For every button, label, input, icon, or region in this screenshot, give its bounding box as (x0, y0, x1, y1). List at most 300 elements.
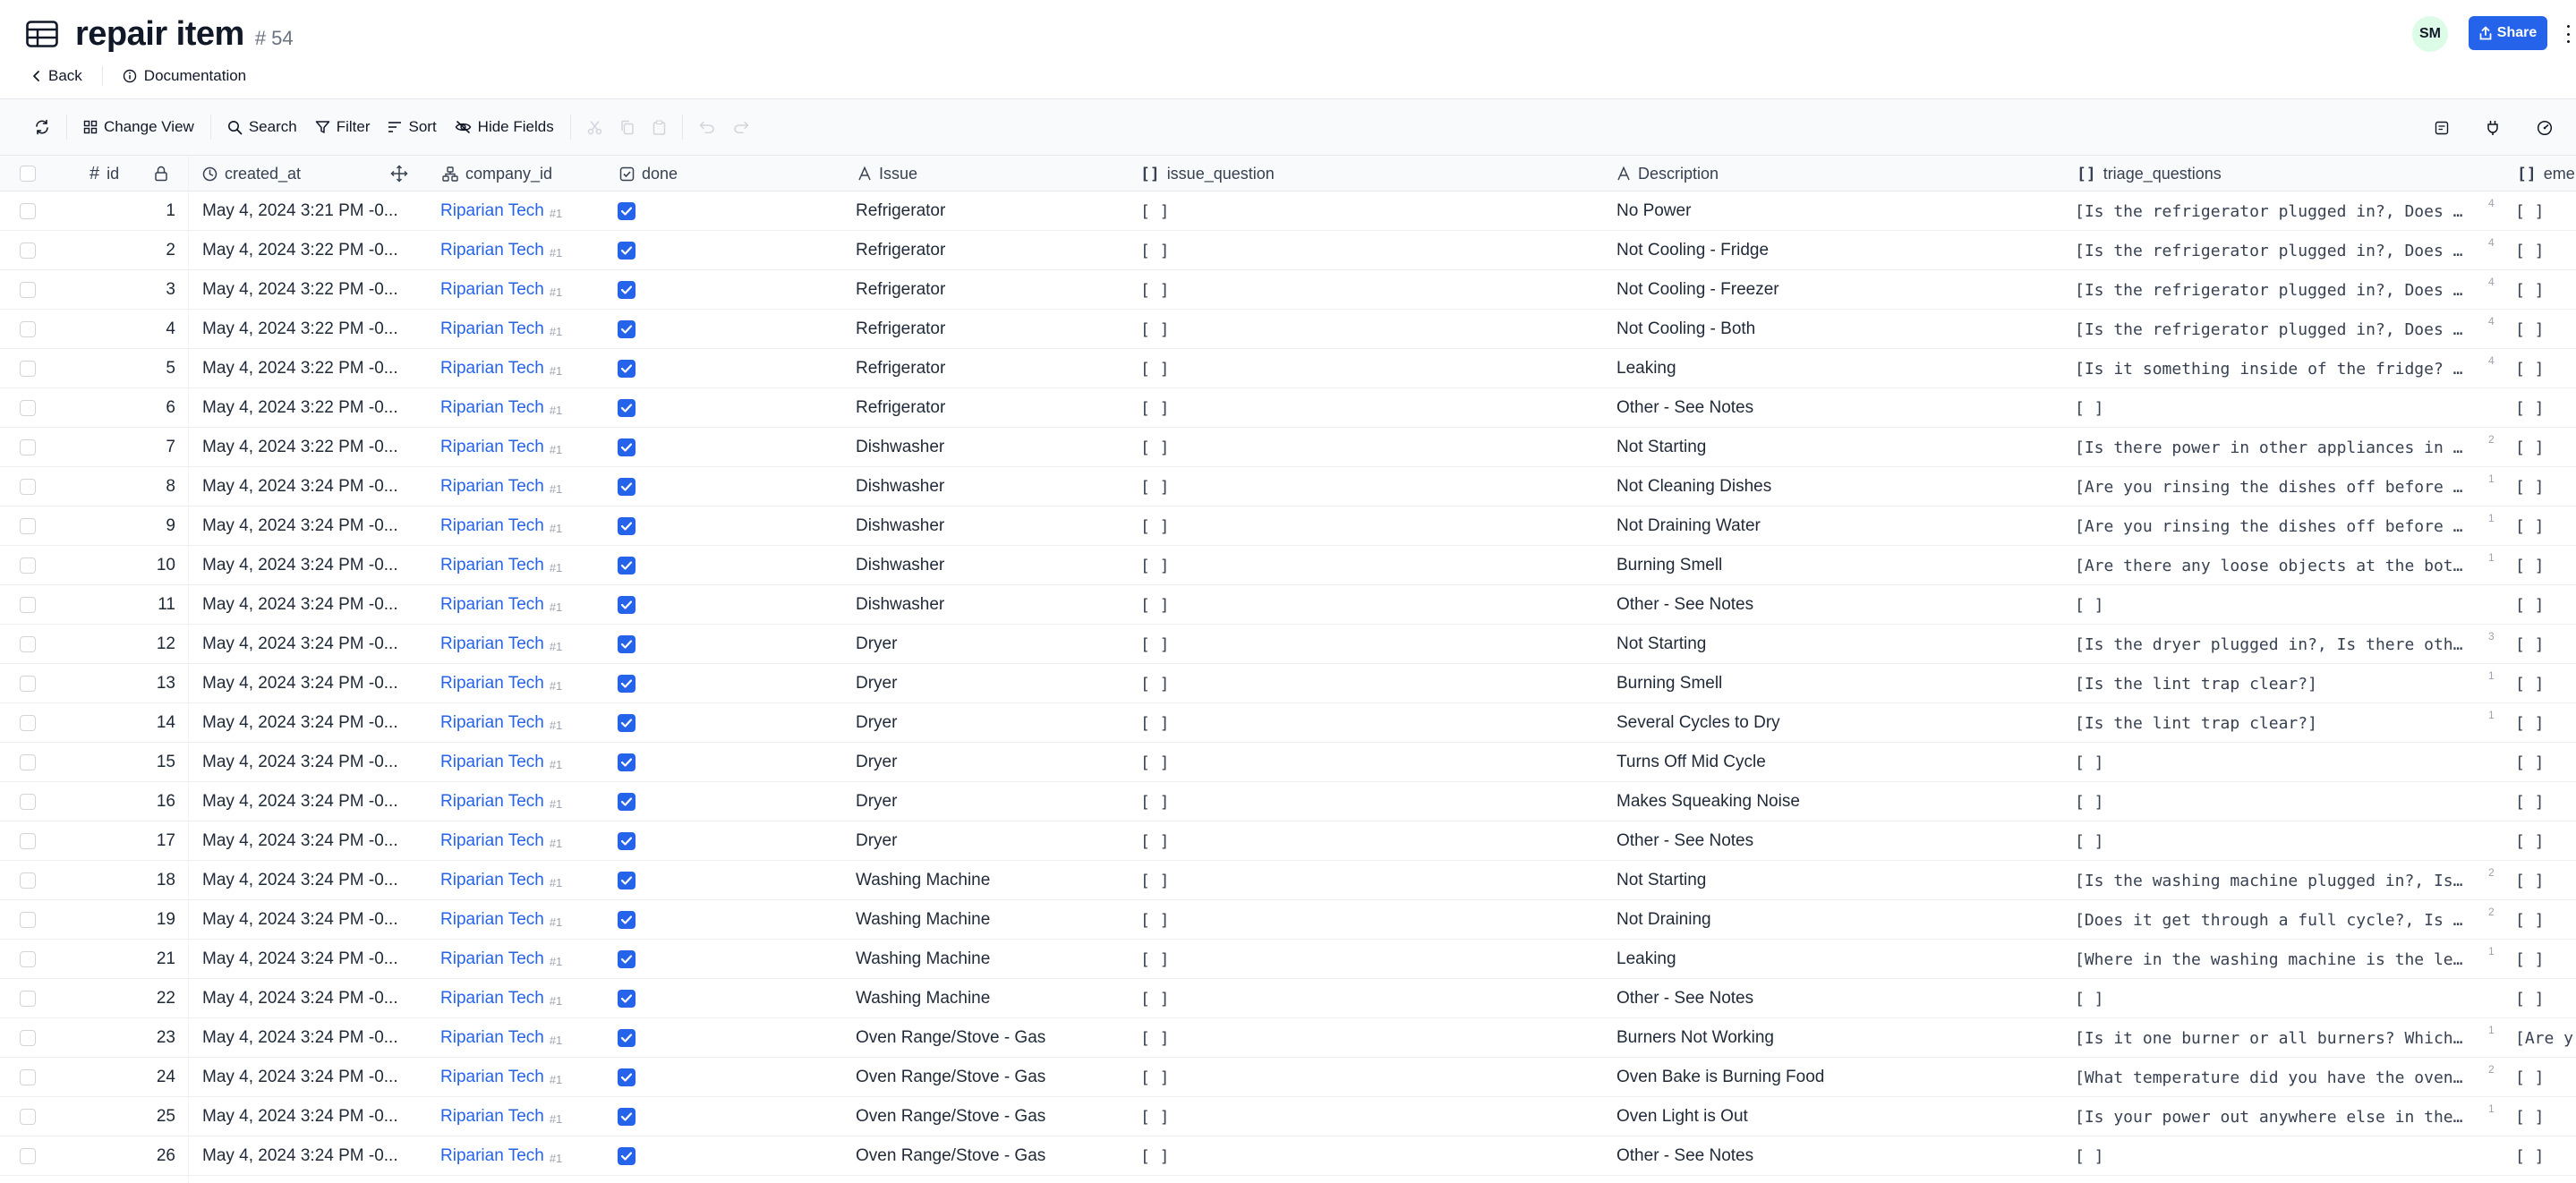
id-cell[interactable]: 11 (158, 595, 175, 614)
issue-question-cell[interactable]: [ ] (1140, 1107, 1170, 1127)
created-at-cell[interactable]: May 4, 2024 3:22 PM -0... (202, 241, 398, 260)
triage-questions-cell[interactable]: [Is it something inside of the fridge? … (2075, 359, 2463, 379)
issue-cell[interactable]: Washing Machine (856, 989, 991, 1008)
share-button[interactable] (2469, 16, 2547, 50)
hide-fields-button[interactable] (446, 111, 563, 143)
emergency-cell[interactable]: [ ] (2515, 201, 2545, 221)
description-cell[interactable]: Other - See Notes (1616, 595, 1754, 614)
copy-button[interactable] (611, 111, 644, 143)
row-checkbox[interactable] (20, 546, 41, 585)
description-cell[interactable]: Makes Squeaking Noise (1616, 792, 1800, 811)
company-cell[interactable] (440, 191, 610, 231)
id-cell[interactable]: 23 (156, 1028, 175, 1047)
table-row[interactable] (0, 900, 2576, 940)
company-link[interactable]: Riparian Tech (440, 201, 544, 220)
paste-button[interactable] (644, 111, 675, 143)
issue-question-cell[interactable]: [ ] (1140, 280, 1170, 300)
triage-questions-cell[interactable]: [What temperature did you have the oven… (2075, 1068, 2463, 1087)
triage-questions-cell[interactable]: [Is there power in other appliances in … (2075, 438, 2463, 457)
company-link[interactable]: Riparian Tech (440, 713, 544, 732)
issue-question-cell[interactable]: [ ] (1140, 201, 1170, 221)
id-cell[interactable]: 17 (156, 831, 175, 850)
table-row[interactable] (0, 191, 2576, 231)
row-checkbox[interactable] (20, 506, 41, 546)
change-view-button[interactable] (74, 111, 203, 143)
company-link[interactable]: Riparian Tech (440, 871, 544, 889)
emergency-cell[interactable]: [ ] (2515, 989, 2545, 1009)
company-cell[interactable] (440, 782, 610, 821)
column-header-emergency[interactable] (2517, 156, 2576, 191)
id-cell[interactable]: 10 (156, 556, 175, 574)
issue-cell[interactable]: Dryer (856, 792, 898, 811)
id-cell[interactable]: 21 (156, 949, 175, 968)
emergency-cell[interactable]: [ ] (2515, 1146, 2545, 1166)
done-checkbox[interactable] (618, 428, 653, 467)
table-row[interactable] (0, 1136, 2576, 1176)
done-checkbox[interactable] (618, 940, 653, 979)
table-row[interactable] (0, 467, 2576, 506)
done-checkbox[interactable] (618, 506, 653, 546)
triage-questions-cell[interactable]: [ ] (2075, 753, 2104, 772)
issue-cell[interactable]: Dishwasher (856, 477, 945, 496)
emergency-cell[interactable]: [ ] (2515, 634, 2545, 654)
created-at-cell[interactable]: May 4, 2024 3:24 PM -0... (202, 634, 398, 653)
emergency-cell[interactable]: [ ] (2515, 831, 2545, 851)
column-header-company-id[interactable] (442, 156, 612, 191)
triage-questions-cell[interactable]: [ ] (2075, 989, 2104, 1009)
company-cell[interactable] (440, 1097, 610, 1136)
created-at-cell[interactable]: May 4, 2024 3:22 PM -0... (202, 359, 398, 378)
avatar[interactable]: SM (2412, 16, 2448, 52)
table-row[interactable] (0, 1058, 2576, 1097)
table-row[interactable] (0, 821, 2576, 861)
created-at-cell[interactable]: May 4, 2024 3:22 PM -0... (202, 438, 398, 456)
issue-cell[interactable]: Dryer (856, 674, 898, 693)
dashboard-button[interactable] (2528, 112, 2562, 144)
row-checkbox[interactable] (20, 349, 41, 388)
row-checkbox[interactable] (20, 979, 41, 1018)
description-cell[interactable]: Burning Smell (1616, 674, 1723, 693)
done-checkbox[interactable] (618, 231, 653, 270)
plugin-button[interactable] (2478, 112, 2508, 144)
id-cell[interactable]: 16 (156, 792, 175, 811)
description-cell[interactable]: Not Starting (1616, 871, 1707, 889)
id-cell[interactable]: 5 (166, 359, 175, 378)
company-cell[interactable] (440, 428, 610, 467)
company-cell[interactable] (440, 467, 610, 506)
issue-cell[interactable]: Dishwasher (856, 556, 945, 574)
emergency-cell[interactable]: [ ] (2515, 792, 2545, 812)
emergency-cell[interactable]: [ ] (2515, 753, 2545, 772)
row-checkbox[interactable] (20, 900, 41, 940)
search-button[interactable] (218, 111, 306, 143)
issue-question-cell[interactable]: [ ] (1140, 753, 1170, 772)
column-header-description[interactable] (1616, 156, 1975, 191)
triage-questions-cell[interactable]: [Is your power out anywhere else in the… (2075, 1107, 2463, 1127)
table-row[interactable] (0, 231, 2576, 270)
company-cell[interactable] (440, 585, 610, 625)
issue-cell[interactable]: Washing Machine (856, 871, 991, 889)
issue-cell[interactable]: Refrigerator (856, 280, 946, 299)
issue-question-cell[interactable]: [ ] (1140, 438, 1170, 457)
triage-questions-cell[interactable]: [Are you rinsing the dishes off before … (2075, 516, 2463, 536)
company-link[interactable]: Riparian Tech (440, 280, 544, 299)
description-cell[interactable]: Not Cooling - Fridge (1616, 241, 1770, 260)
column-header-issue[interactable] (857, 156, 1126, 191)
description-cell[interactable]: Burning Smell (1616, 556, 1723, 574)
created-at-cell[interactable]: May 4, 2024 3:24 PM -0... (202, 949, 398, 968)
triage-questions-cell[interactable]: [Is the refrigerator plugged in?, Does … (2075, 241, 2463, 260)
emergency-cell[interactable]: [ ] (2515, 280, 2545, 300)
created-at-cell[interactable]: May 4, 2024 3:24 PM -0... (202, 1068, 398, 1086)
done-checkbox[interactable] (618, 546, 653, 585)
id-cell[interactable]: 18 (156, 871, 175, 889)
issue-question-cell[interactable]: [ ] (1140, 792, 1170, 812)
created-at-cell[interactable]: May 4, 2024 3:24 PM -0... (202, 1146, 398, 1165)
description-cell[interactable]: Not Cleaning Dishes (1616, 477, 1772, 496)
company-cell[interactable] (440, 310, 610, 349)
id-cell[interactable]: 19 (156, 910, 175, 929)
id-cell[interactable]: 14 (156, 713, 175, 732)
emergency-cell[interactable]: [Are y (2515, 1028, 2574, 1048)
created-at-cell[interactable]: May 4, 2024 3:21 PM -0... (202, 201, 398, 220)
row-checkbox[interactable] (20, 310, 41, 349)
company-link[interactable]: Riparian Tech (440, 1107, 544, 1126)
created-at-cell[interactable]: May 4, 2024 3:24 PM -0... (202, 1028, 398, 1047)
id-cell[interactable]: 1 (166, 201, 175, 220)
issue-question-cell[interactable]: [ ] (1140, 949, 1170, 969)
sort-button[interactable] (379, 111, 445, 143)
company-link[interactable]: Riparian Tech (440, 792, 544, 811)
triage-questions-cell[interactable]: [Is the dryer plugged in?, Is there oth… (2075, 634, 2463, 654)
lock-icon[interactable] (154, 156, 175, 191)
description-cell[interactable]: Oven Light is Out (1616, 1107, 1748, 1126)
company-cell[interactable] (440, 940, 610, 979)
company-cell[interactable] (440, 703, 610, 743)
issue-cell[interactable]: Refrigerator (856, 319, 946, 338)
issue-question-cell[interactable]: [ ] (1140, 910, 1170, 930)
created-at-cell[interactable]: May 4, 2024 3:24 PM -0... (202, 1107, 398, 1126)
description-cell[interactable]: Not Starting (1616, 438, 1707, 456)
id-cell[interactable]: 15 (156, 753, 175, 771)
created-at-cell[interactable]: May 4, 2024 3:24 PM -0... (202, 595, 398, 614)
id-cell[interactable]: 24 (156, 1068, 175, 1086)
company-cell[interactable] (440, 388, 610, 428)
company-link[interactable]: Riparian Tech (440, 319, 544, 338)
issue-cell[interactable]: Washing Machine (856, 949, 991, 968)
created-at-cell[interactable]: May 4, 2024 3:24 PM -0... (202, 753, 398, 771)
company-cell[interactable] (440, 270, 610, 310)
company-cell[interactable] (440, 743, 610, 782)
issue-question-cell[interactable]: [ ] (1140, 634, 1170, 654)
company-link[interactable]: Riparian Tech (440, 1146, 544, 1165)
issue-question-cell[interactable]: [ ] (1140, 989, 1170, 1009)
issue-question-cell[interactable]: [ ] (1140, 319, 1170, 339)
move-column-icon[interactable] (390, 156, 412, 191)
company-cell[interactable] (440, 231, 610, 270)
undo-button[interactable] (690, 111, 724, 143)
emergency-cell[interactable]: [ ] (2515, 910, 2545, 930)
issue-cell[interactable]: Dishwasher (856, 595, 945, 614)
issue-cell[interactable]: Oven Range/Stove - Gas (856, 1146, 1046, 1165)
company-link[interactable]: Riparian Tech (440, 398, 544, 417)
issue-cell[interactable]: Dishwasher (856, 438, 945, 456)
done-checkbox[interactable] (618, 310, 653, 349)
description-cell[interactable]: Not Cooling - Freezer (1616, 280, 1779, 299)
emergency-cell[interactable]: [ ] (2515, 871, 2545, 890)
created-at-cell[interactable]: May 4, 2024 3:22 PM -0... (202, 280, 398, 299)
triage-questions-cell[interactable]: [Is the lint trap clear?] (2075, 674, 2317, 694)
table-row[interactable] (0, 270, 2576, 310)
description-cell[interactable]: Other - See Notes (1616, 989, 1754, 1008)
company-cell[interactable] (440, 349, 610, 388)
created-at-cell[interactable]: May 4, 2024 3:24 PM -0... (202, 871, 398, 889)
row-checkbox[interactable] (20, 1097, 41, 1136)
select-all-checkbox[interactable] (20, 156, 41, 191)
description-cell[interactable]: Oven Bake is Burning Food (1616, 1068, 1825, 1086)
triage-questions-cell[interactable]: [Is the refrigerator plugged in?, Does … (2075, 319, 2463, 339)
issue-cell[interactable]: Dryer (856, 753, 898, 771)
issue-cell[interactable]: Refrigerator (856, 201, 946, 220)
description-cell[interactable]: Leaking (1616, 949, 1676, 968)
back-button[interactable] (32, 67, 82, 85)
company-link[interactable]: Riparian Tech (440, 556, 544, 574)
done-checkbox[interactable] (618, 703, 653, 743)
id-cell[interactable]: 22 (156, 989, 175, 1008)
company-cell[interactable] (440, 1058, 610, 1097)
triage-questions-cell[interactable]: [ ] (2075, 831, 2104, 851)
company-link[interactable]: Riparian Tech (440, 831, 544, 850)
triage-questions-cell[interactable]: [Is it one burner or all burners? Which… (2075, 1028, 2463, 1048)
company-link[interactable]: Riparian Tech (440, 516, 544, 535)
done-checkbox[interactable] (618, 979, 653, 1018)
table-row[interactable] (0, 940, 2576, 979)
created-at-cell[interactable]: May 4, 2024 3:24 PM -0... (202, 713, 398, 732)
company-link[interactable]: Riparian Tech (440, 438, 544, 456)
refresh-button[interactable] (25, 111, 59, 143)
done-checkbox[interactable] (618, 900, 653, 940)
done-checkbox[interactable] (618, 664, 653, 703)
triage-questions-cell[interactable]: [Is the refrigerator plugged in?, Does … (2075, 280, 2463, 300)
description-cell[interactable]: Not Starting (1616, 634, 1707, 653)
table-row[interactable] (0, 625, 2576, 664)
table-row[interactable] (0, 349, 2576, 388)
description-cell[interactable]: Not Draining Water (1616, 516, 1761, 535)
issue-cell[interactable]: Refrigerator (856, 359, 946, 378)
id-cell[interactable]: 8 (166, 477, 175, 496)
company-link[interactable]: Riparian Tech (440, 359, 544, 378)
table-row[interactable] (0, 743, 2576, 782)
emergency-cell[interactable]: [ ] (2515, 713, 2545, 733)
table-row[interactable] (0, 782, 2576, 821)
emergency-cell[interactable]: [ ] (2515, 949, 2545, 969)
column-header-done[interactable] (619, 156, 780, 191)
document-view-button[interactable] (2426, 112, 2458, 144)
table-row[interactable] (0, 388, 2576, 428)
emergency-cell[interactable]: [ ] (2515, 398, 2545, 418)
done-checkbox[interactable] (618, 388, 653, 428)
company-cell[interactable] (440, 900, 610, 940)
company-cell[interactable] (440, 506, 610, 546)
description-cell[interactable]: Not Draining (1616, 910, 1711, 929)
company-link[interactable]: Riparian Tech (440, 595, 544, 614)
emergency-cell[interactable]: [ ] (2515, 595, 2545, 615)
issue-cell[interactable]: Washing Machine (856, 910, 991, 929)
table-row[interactable] (0, 585, 2576, 625)
id-cell[interactable]: 9 (166, 516, 175, 535)
column-header-issue-question[interactable] (1140, 156, 1498, 191)
done-checkbox[interactable] (618, 1018, 653, 1058)
emergency-cell[interactable]: [ ] (2515, 438, 2545, 457)
issue-question-cell[interactable]: [ ] (1140, 556, 1170, 575)
issue-question-cell[interactable]: [ ] (1140, 831, 1170, 851)
column-header-triage-questions[interactable] (2077, 156, 2470, 191)
triage-questions-cell[interactable]: [Is the lint trap clear?] (2075, 713, 2317, 733)
created-at-cell[interactable]: May 4, 2024 3:24 PM -0... (202, 556, 398, 574)
issue-cell[interactable]: Oven Range/Stove - Gas (856, 1028, 1046, 1047)
row-checkbox[interactable] (20, 428, 41, 467)
triage-questions-cell[interactable]: [ ] (2075, 595, 2104, 615)
description-cell[interactable]: Several Cycles to Dry (1616, 713, 1780, 732)
created-at-cell[interactable]: May 4, 2024 3:24 PM -0... (202, 477, 398, 496)
company-link[interactable]: Riparian Tech (440, 634, 544, 653)
issue-question-cell[interactable]: [ ] (1140, 595, 1170, 615)
table-row[interactable] (0, 703, 2576, 743)
company-link[interactable]: Riparian Tech (440, 753, 544, 771)
id-cell[interactable]: 4 (166, 319, 175, 338)
issue-question-cell[interactable]: [ ] (1140, 1028, 1170, 1048)
redo-button[interactable] (724, 111, 758, 143)
company-link[interactable]: Riparian Tech (440, 1068, 544, 1086)
more-options-icon[interactable] (2565, 25, 2571, 43)
issue-question-cell[interactable]: [ ] (1140, 871, 1170, 890)
triage-questions-cell[interactable]: [ ] (2075, 398, 2104, 418)
row-checkbox[interactable] (20, 743, 41, 782)
row-checkbox[interactable] (20, 625, 41, 664)
row-checkbox[interactable] (20, 940, 41, 979)
done-checkbox[interactable] (618, 861, 653, 900)
issue-question-cell[interactable]: [ ] (1140, 674, 1170, 694)
company-link[interactable]: Riparian Tech (440, 477, 544, 496)
description-cell[interactable]: No Power (1616, 201, 1692, 220)
row-checkbox[interactable] (20, 861, 41, 900)
company-cell[interactable] (440, 861, 610, 900)
row-checkbox[interactable] (20, 467, 41, 506)
issue-cell[interactable]: Dryer (856, 634, 898, 653)
created-at-cell[interactable]: May 4, 2024 3:24 PM -0... (202, 792, 398, 811)
emergency-cell[interactable]: [ ] (2515, 319, 2545, 339)
created-at-cell[interactable]: May 4, 2024 3:24 PM -0... (202, 516, 398, 535)
emergency-cell[interactable]: [ ] (2515, 359, 2545, 379)
row-checkbox[interactable] (20, 270, 41, 310)
row-checkbox[interactable] (20, 1136, 41, 1176)
column-header-id[interactable] (90, 156, 152, 191)
cut-button[interactable] (578, 111, 611, 143)
created-at-cell[interactable]: May 4, 2024 3:24 PM -0... (202, 910, 398, 929)
company-cell[interactable] (440, 979, 610, 1018)
emergency-cell[interactable]: [ ] (2515, 556, 2545, 575)
row-checkbox[interactable] (20, 388, 41, 428)
created-at-cell[interactable]: May 4, 2024 3:22 PM -0... (202, 398, 398, 417)
description-cell[interactable]: Other - See Notes (1616, 1146, 1754, 1165)
documentation-button[interactable] (123, 67, 246, 85)
issue-cell[interactable]: Oven Range/Stove - Gas (856, 1107, 1046, 1126)
row-checkbox[interactable] (20, 703, 41, 743)
issue-question-cell[interactable]: [ ] (1140, 1068, 1170, 1087)
issue-cell[interactable]: Refrigerator (856, 398, 946, 417)
emergency-cell[interactable]: [ ] (2515, 1068, 2545, 1087)
created-at-cell[interactable]: May 4, 2024 3:24 PM -0... (202, 989, 398, 1008)
table-row[interactable] (0, 546, 2576, 585)
done-checkbox[interactable] (618, 585, 653, 625)
row-checkbox[interactable] (20, 1058, 41, 1097)
issue-question-cell[interactable]: [ ] (1140, 241, 1170, 260)
done-checkbox[interactable] (618, 1136, 653, 1176)
created-at-cell[interactable]: May 4, 2024 3:24 PM -0... (202, 831, 398, 850)
row-checkbox[interactable] (20, 231, 41, 270)
table-row[interactable] (0, 1097, 2576, 1136)
issue-question-cell[interactable]: [ ] (1140, 359, 1170, 379)
done-checkbox[interactable] (618, 743, 653, 782)
id-cell[interactable]: 3 (166, 280, 175, 299)
row-checkbox[interactable] (20, 782, 41, 821)
done-checkbox[interactable] (618, 821, 653, 861)
table-row[interactable] (0, 428, 2576, 467)
emergency-cell[interactable]: [ ] (2515, 241, 2545, 260)
table-row[interactable] (0, 310, 2576, 349)
description-cell[interactable]: Not Cooling - Both (1616, 319, 1756, 338)
id-cell[interactable]: 2 (166, 241, 175, 260)
done-checkbox[interactable] (618, 349, 653, 388)
done-checkbox[interactable] (618, 270, 653, 310)
done-checkbox[interactable] (618, 1097, 653, 1136)
emergency-cell[interactable]: [ ] (2515, 674, 2545, 694)
row-checkbox[interactable] (20, 191, 41, 231)
triage-questions-cell[interactable]: [ ] (2075, 792, 2104, 812)
emergency-cell[interactable]: [ ] (2515, 1107, 2545, 1127)
issue-question-cell[interactable]: [ ] (1140, 1146, 1170, 1166)
issue-cell[interactable]: Dryer (856, 713, 898, 732)
triage-questions-cell[interactable]: [Are there any loose objects at the bot… (2075, 556, 2463, 575)
done-checkbox[interactable] (618, 782, 653, 821)
triage-questions-cell[interactable]: [ ] (2075, 1146, 2104, 1166)
table-row[interactable] (0, 861, 2576, 900)
company-link[interactable]: Riparian Tech (440, 674, 544, 693)
id-cell[interactable]: 25 (156, 1107, 175, 1126)
company-cell[interactable] (440, 1018, 610, 1058)
created-at-cell[interactable]: May 4, 2024 3:22 PM -0... (202, 319, 398, 338)
triage-questions-cell[interactable]: [Is the refrigerator plugged in?, Does … (2075, 201, 2463, 221)
emergency-cell[interactable]: [ ] (2515, 477, 2545, 497)
id-cell[interactable]: 13 (156, 674, 175, 693)
table-row[interactable] (0, 506, 2576, 546)
table-row[interactable] (0, 979, 2576, 1018)
triage-questions-cell[interactable]: [Does it get through a full cycle?, Is … (2075, 910, 2463, 930)
id-cell[interactable]: 7 (166, 438, 175, 456)
emergency-cell[interactable]: [ ] (2515, 516, 2545, 536)
row-checkbox[interactable] (20, 821, 41, 861)
filter-button[interactable] (306, 111, 380, 143)
company-cell[interactable] (440, 625, 610, 664)
company-cell[interactable] (440, 1136, 610, 1176)
id-cell[interactable]: 12 (156, 634, 175, 653)
table-row[interactable] (0, 664, 2576, 703)
done-checkbox[interactable] (618, 467, 653, 506)
id-cell[interactable]: 6 (166, 398, 175, 417)
company-link[interactable]: Riparian Tech (440, 241, 544, 260)
description-cell[interactable]: Other - See Notes (1616, 398, 1754, 417)
company-cell[interactable] (440, 664, 610, 703)
